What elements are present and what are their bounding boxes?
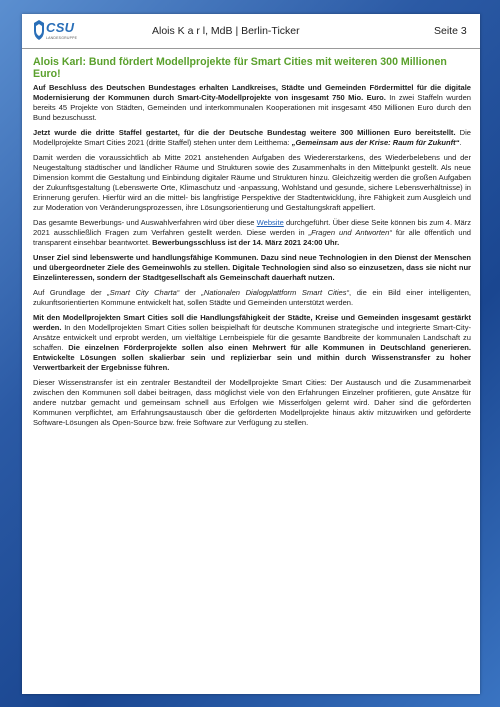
p7-bold-b: Die einzelnen Förderprojekte sollen also einen Mehrwert für alle Kommunen in Deutschland generieren. Entwickelte Lösungen sollen skalierbar sein und replizierbar sein und mithin durch Wissenstransfer zu hoher Verwertbarkeit der Ergebnisse führen. <box>33 343 472 372</box>
page-number: Seite 3 <box>434 25 467 37</box>
paragraph-3: Damit werden die voraussichtlich ab Mitte 2021 anstehenden Aufgaben des Wiedererstarkens, des Wiederbelebens und der Neugestaltung städtischer und ländlicher Räume und Strukturen sowie des Zusammenhalts in den Mittelpunkt gestellt. Als neue Dimension kommt die Gestaltung und Einbindung digitaler Räume und Strukturen hinzu. Gleichzeitig werden die großen Aufgaben der Zukunftsgestaltung (Lebenswerte Orte, Klimaschutz und -anpassung, Wohlstand und gesunde, sichere Lebensverhältnisse) in Erinnerung gerufen. Hierfür wird an die mittel- bis langfristige Perspektive der Stadtentwicklung, ihre Fähigkeit zum Ausgleich und zur Moderation von Veränderungsprozessen, ihre Lösungsorientierung und Gestaltungskraft appelliert. <box>33 153 471 212</box>
header-divider <box>22 48 480 49</box>
p2-text: Die Modellprojekte Smart Cities 2021 (dritte Staffel) stehen unter dem Leitthema: <box>33 128 471 147</box>
p2-motto: „Gemeinsam aus der Krise: Raum für Zukunft“ <box>291 138 460 147</box>
csu-logo <box>32 19 84 45</box>
article-body <box>33 56 471 433</box>
p6-text-b: der <box>179 288 202 297</box>
paragraph-7 <box>33 313 471 373</box>
page-header <box>22 14 480 50</box>
p6-text-a: Auf Grundlage der <box>33 288 108 297</box>
paragraph-6 <box>33 288 471 308</box>
logo-subtext: LANDESGRUPPE <box>46 36 78 40</box>
p7-bold-a: Mit den Modellprojekten Smart Cities soll die Handlungsfähigkeit der Städte, Kreise und Gemeinden insgesamt gestärkt werden. <box>33 313 471 332</box>
header-title: Alois K a r l, MdB | Berlin-Ticker <box>152 25 300 37</box>
p4-text-c: für alle öffentlich und transparent einsehbar beantwortet. <box>33 228 471 247</box>
p6-text-c: , die ein Bild einer intelligenten, zukunftsorientierten Kommune entwickelt hat, sollen Städte und Gemeinden unterstützt werden. <box>33 288 472 307</box>
p2-bold: Jetzt wurde die dritte Staffel gestartet, für die der Deutsche Bundestag weitere 300 Millionen Euro bereitstellt. <box>33 128 456 137</box>
logo-text: CSU <box>46 20 75 35</box>
p2-end: . <box>459 138 462 147</box>
p4-faq: „Fragen und Antworten“ <box>308 228 392 237</box>
p6-platform: „Nationalen Dialogplattform Smart Cities“ <box>201 288 350 297</box>
website-link[interactable]: Website <box>256 218 284 227</box>
lion-icon <box>32 19 46 41</box>
article-title: Alois Karl: Bund fördert Modellprojekte für Smart Cities mit weiteren 300 Millionen Euro! <box>33 56 447 80</box>
paragraph-2 <box>33 128 471 148</box>
paragraph-4 <box>33 218 471 248</box>
paragraph-8: Dieser Wissenstransfer ist ein zentraler Bestandteil der Modellprojekte Smart Cities: Der Austausch und die Zusammenarbeit zwischen den Kommunen soll dabei beitragen, dass möglichst viele von den Erfahrungen Einzelner profitieren, gute Ansätze für andere nutzbar gemacht und gemeinsam schnell aus Erfolgen wie Misserfolgen gelernt wird. Daher sind die geförderten Kommunen verpflichtet, am Erfahrungsaustausch über die geförderten Modellprojekte hinaus aktiv mitzuwirken und geförderte Software-Lösungen als Open-Source bzw. freie Software zur Verfügung zu stellen. <box>33 378 471 427</box>
p4-text-a: Das gesamte Bewerbungs- und Auswahlverfahren wird über diese <box>33 218 257 227</box>
p4-deadline: Bewerbungsschluss ist der 14. März 2021 24:00 Uhr. <box>152 238 340 247</box>
p1-bold: Auf Beschluss des Deutschen Bundestages erhalten Landkreises, Städte und Gemeinden Fördermittel für die digitale Modernisierung der Kommunen durch Smart-City-Modellprojekte von insgesamt 750 Mio. Euro. <box>33 83 471 102</box>
paragraph-5: Unser Ziel sind lebenswerte und handlungsfähige Kommunen. Dazu sind neue Technologien in den Dienst der Menschen und übergeordneter Ziele des Gemeinwohls zu stellen. Digitale Technologien sind also so einzusetzen, dass sie nicht nur Einzelinteressen, sondern der Stadtgesellschaft als Gemeinschaft dauerhaft nutzen. <box>33 253 471 282</box>
p1-text: In zwei Staffeln wurden bereits 45 Projekte von Städten, Gemeinden und interkommunalen Kooperationen mit insgesamt 450 Millionen Euro durch den Bund bezuschusst. <box>33 93 471 122</box>
p4-text-b: durchgeführt. Über diese Seite können bis zum 4. März 2021 ausschließlich Fragen zum Verfahren gestellt werden. Diese werden in <box>33 218 471 237</box>
p7-text: In den Modellprojekten Smart Cities sollen beispielhaft für deutsche Kommunen strategische und integrierte Smart-City-Ansätze entwickelt und erprobt werden, um vielfältige Lernbeispiele für die gesamte Bandbreite der kommunalen Landschaft zu schaffen. <box>33 323 471 352</box>
paragraph-1 <box>33 83 471 123</box>
p6-charter: „Smart City Charta“ <box>107 288 180 297</box>
